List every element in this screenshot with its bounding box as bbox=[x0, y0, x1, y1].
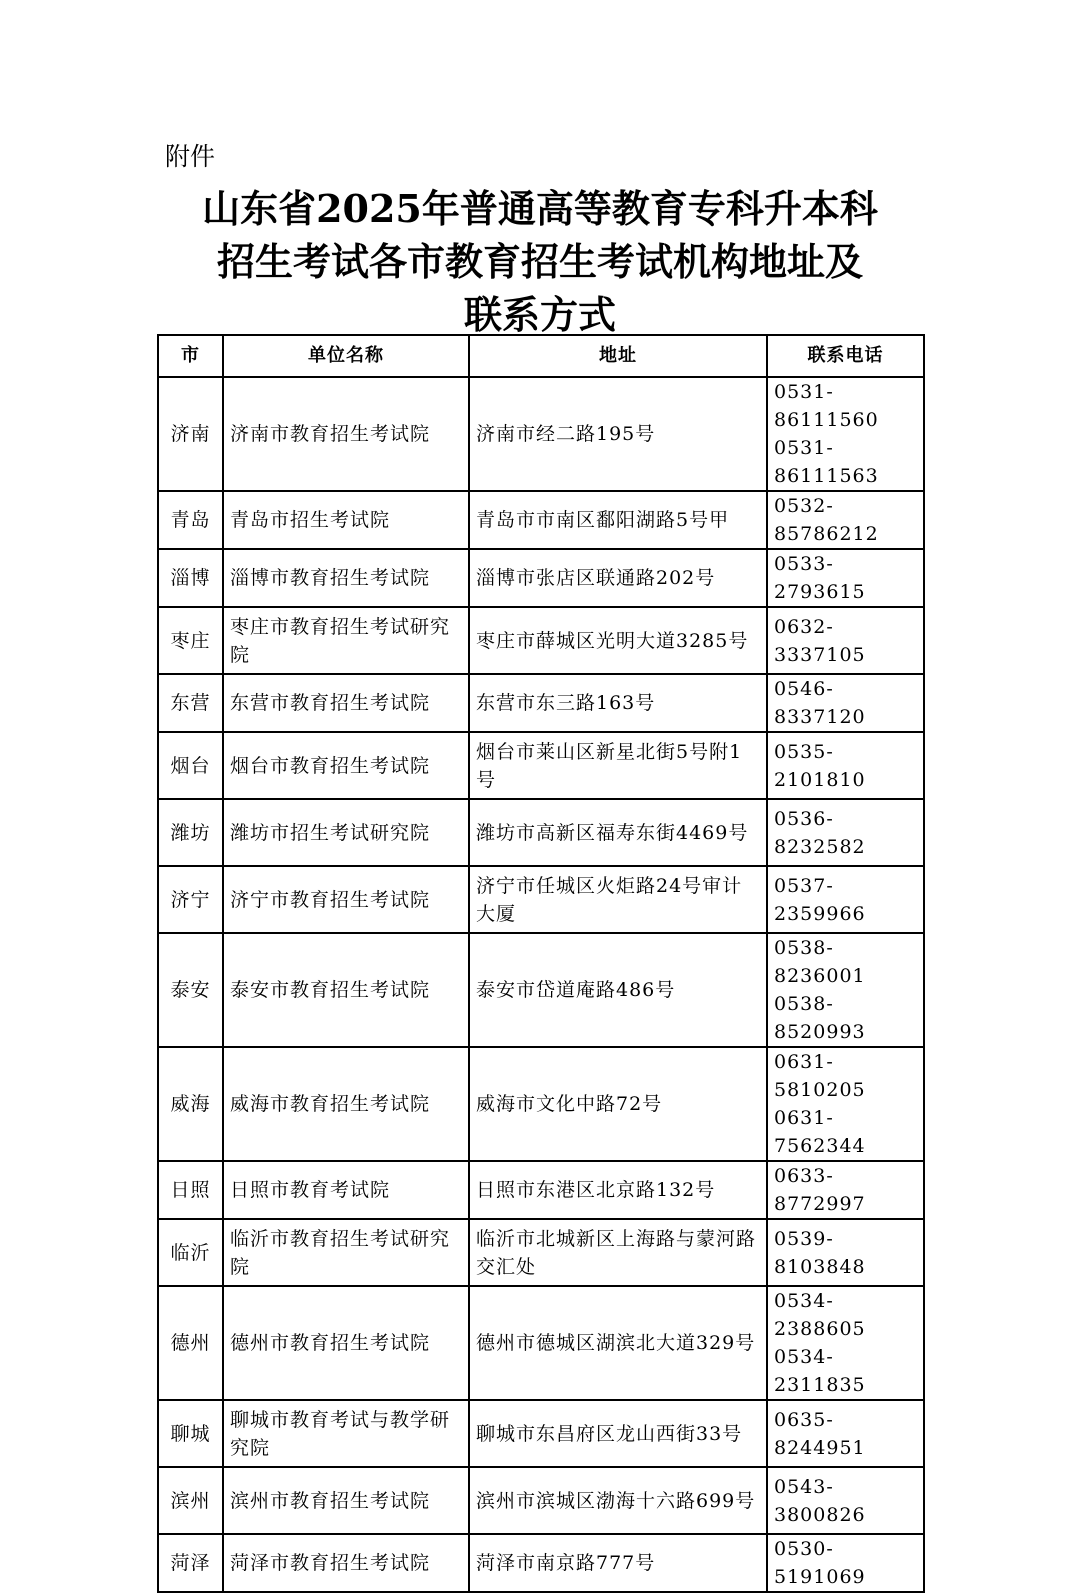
cell-address: 烟台市莱山区新星北街5号附1号 bbox=[469, 732, 767, 799]
phone-number: 0633-8772997 bbox=[774, 1165, 866, 1215]
cell-city: 烟台 bbox=[158, 732, 223, 799]
phone-number: 0635-8244951 bbox=[774, 1408, 866, 1459]
table-row bbox=[158, 1467, 924, 1534]
cell-address: 菏泽市南京路777号 bbox=[469, 1534, 767, 1592]
cell-phone bbox=[767, 674, 924, 732]
phone-number: 0631-7562344 bbox=[774, 1107, 866, 1157]
cell-address: 青岛市市南区鄱阳湖路5号甲 bbox=[469, 491, 767, 549]
cell-address: 日照市东港区北京路132号 bbox=[469, 1161, 767, 1219]
cell-address: 德州市德城区湖滨北大道329号 bbox=[469, 1286, 767, 1400]
cell-phone bbox=[767, 1047, 924, 1161]
phone-number: 0531-86111560 bbox=[774, 381, 879, 431]
cell-city: 济宁 bbox=[158, 866, 223, 933]
phone-number: 0531-86111563 bbox=[774, 437, 879, 487]
table-header-row bbox=[158, 335, 924, 377]
cell-unit-name: 枣庄市教育招生考试研究院 bbox=[223, 607, 469, 674]
cell-address: 济宁市任城区火炬路24号审计大厦 bbox=[469, 866, 767, 933]
document-title bbox=[150, 182, 930, 341]
cell-unit-name: 聊城市教育考试与教学研究院 bbox=[223, 1400, 469, 1467]
attachment-label: 附件 bbox=[165, 142, 216, 171]
table-row bbox=[158, 1161, 924, 1219]
cell-phone bbox=[767, 1534, 924, 1592]
cell-phone bbox=[767, 1219, 924, 1286]
phone-number: 0632-3337105 bbox=[774, 615, 866, 666]
cell-phone bbox=[767, 1286, 924, 1400]
cell-city: 威海 bbox=[158, 1047, 223, 1161]
cell-phone bbox=[767, 377, 924, 491]
table-row bbox=[158, 1534, 924, 1592]
header-city: 市 bbox=[158, 335, 223, 377]
phone-number: 0532-85786212 bbox=[774, 495, 879, 545]
phone-number: 0537-2359966 bbox=[774, 874, 866, 925]
table-row bbox=[158, 933, 924, 1047]
cell-unit-name: 泰安市教育招生考试院 bbox=[223, 933, 469, 1047]
cell-address: 聊城市东昌府区龙山西街33号 bbox=[469, 1400, 767, 1467]
cell-address: 枣庄市薛城区光明大道3285号 bbox=[469, 607, 767, 674]
cell-city: 青岛 bbox=[158, 491, 223, 549]
table-row bbox=[158, 491, 924, 549]
header-phone: 联系电话 bbox=[767, 335, 924, 377]
cell-address: 东营市东三路163号 bbox=[469, 674, 767, 732]
phone-number: 0534-2311835 bbox=[774, 1346, 866, 1396]
cell-unit-name: 临沂市教育招生考试研究院 bbox=[223, 1219, 469, 1286]
cell-unit-name: 菏泽市教育招生考试院 bbox=[223, 1534, 469, 1592]
cell-address: 淄博市张店区联通路202号 bbox=[469, 549, 767, 607]
title-line-3: 联系方式 bbox=[463, 292, 616, 337]
table-row bbox=[158, 607, 924, 674]
cell-phone bbox=[767, 1467, 924, 1534]
cell-unit-name: 济南市教育招生考试院 bbox=[223, 377, 469, 491]
cell-city: 东营 bbox=[158, 674, 223, 732]
cell-phone bbox=[767, 866, 924, 933]
table-row bbox=[158, 549, 924, 607]
cell-unit-name: 青岛市招生考试院 bbox=[223, 491, 469, 549]
table-row bbox=[158, 1400, 924, 1467]
cell-city: 菏泽 bbox=[158, 1534, 223, 1592]
cell-city: 淄博 bbox=[158, 549, 223, 607]
cell-unit-name: 潍坊市招生考试研究院 bbox=[223, 799, 469, 866]
cell-unit-name: 德州市教育招生考试院 bbox=[223, 1286, 469, 1400]
cell-phone bbox=[767, 799, 924, 866]
cell-unit-name: 日照市教育考试院 bbox=[223, 1161, 469, 1219]
title-line-1: 山东省2025年普通高等教育专科升本科 bbox=[202, 186, 878, 231]
cell-unit-name: 淄博市教育招生考试院 bbox=[223, 549, 469, 607]
contacts-table bbox=[157, 334, 925, 1593]
cell-city: 济南 bbox=[158, 377, 223, 491]
table-row bbox=[158, 674, 924, 732]
cell-unit-name: 烟台市教育招生考试院 bbox=[223, 732, 469, 799]
cell-city: 滨州 bbox=[158, 1467, 223, 1534]
cell-unit-name: 东营市教育招生考试院 bbox=[223, 674, 469, 732]
table-row bbox=[158, 799, 924, 866]
title-line-2: 招生考试各市教育招生考试机构地址及 bbox=[216, 239, 863, 284]
table-body bbox=[158, 377, 924, 1592]
cell-city: 聊城 bbox=[158, 1400, 223, 1467]
cell-city: 枣庄 bbox=[158, 607, 223, 674]
phone-number: 0533-2793615 bbox=[774, 553, 866, 603]
table-row bbox=[158, 377, 924, 491]
phone-number: 0546-8337120 bbox=[774, 678, 866, 728]
phone-number: 0536-8232582 bbox=[774, 807, 866, 858]
cell-address: 威海市文化中路72号 bbox=[469, 1047, 767, 1161]
cell-city: 德州 bbox=[158, 1286, 223, 1400]
cell-address: 泰安市岱道庵路486号 bbox=[469, 933, 767, 1047]
phone-number: 0530-5191069 bbox=[774, 1538, 866, 1588]
cell-unit-name: 济宁市教育招生考试院 bbox=[223, 866, 469, 933]
cell-unit-name: 威海市教育招生考试院 bbox=[223, 1047, 469, 1161]
header-unit-name: 单位名称 bbox=[223, 335, 469, 377]
cell-phone bbox=[767, 1161, 924, 1219]
cell-phone bbox=[767, 607, 924, 674]
cell-unit-name: 滨州市教育招生考试院 bbox=[223, 1467, 469, 1534]
phone-number: 0543-3800826 bbox=[774, 1475, 866, 1526]
cell-phone bbox=[767, 933, 924, 1047]
phone-number: 0535-2101810 bbox=[774, 740, 866, 791]
table-row bbox=[158, 1047, 924, 1161]
cell-phone bbox=[767, 732, 924, 799]
cell-address: 临沂市北城新区上海路与蒙河路交汇处 bbox=[469, 1219, 767, 1286]
cell-city: 潍坊 bbox=[158, 799, 223, 866]
cell-city: 日照 bbox=[158, 1161, 223, 1219]
cell-address: 潍坊市高新区福寿东街4469号 bbox=[469, 799, 767, 866]
table-row bbox=[158, 1286, 924, 1400]
cell-phone bbox=[767, 1400, 924, 1467]
phone-number: 0534-2388605 bbox=[774, 1290, 866, 1340]
cell-address: 济南市经二路195号 bbox=[469, 377, 767, 491]
phone-number: 0538-8236001 bbox=[774, 937, 866, 987]
cell-city: 临沂 bbox=[158, 1219, 223, 1286]
header-address: 地址 bbox=[469, 335, 767, 377]
table-row bbox=[158, 1219, 924, 1286]
table-row bbox=[158, 866, 924, 933]
cell-phone bbox=[767, 549, 924, 607]
cell-city: 泰安 bbox=[158, 933, 223, 1047]
cell-phone bbox=[767, 491, 924, 549]
phone-number: 0539-8103848 bbox=[774, 1227, 866, 1278]
phone-number: 0538-8520993 bbox=[774, 993, 866, 1043]
cell-address: 滨州市滨城区渤海十六路699号 bbox=[469, 1467, 767, 1534]
table-row bbox=[158, 732, 924, 799]
phone-number: 0631-5810205 bbox=[774, 1051, 866, 1101]
